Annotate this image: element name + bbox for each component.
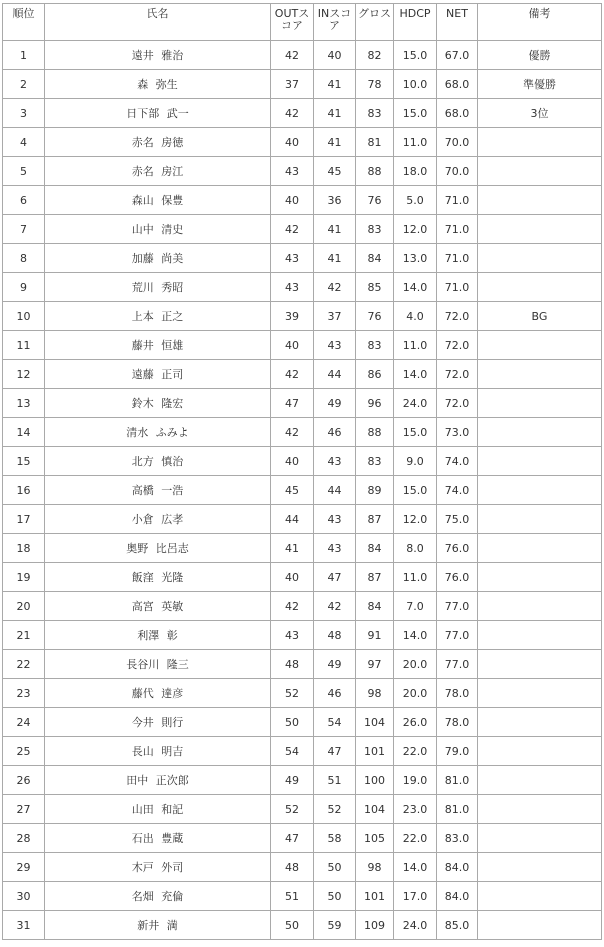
- hdcp-cell: 9.0: [394, 447, 437, 476]
- net-cell: 85.0: [437, 911, 478, 940]
- player-name-cell: 木戸 外司: [45, 853, 271, 882]
- header-out-score: OUTスコア: [271, 4, 314, 41]
- rank-cell: 28: [3, 824, 45, 853]
- header-gross: グロス: [356, 4, 394, 41]
- hdcp-cell: 24.0: [394, 389, 437, 418]
- player-name-cell: 北方 慎治: [45, 447, 271, 476]
- gross-cell: 101: [356, 882, 394, 911]
- table-row: [3, 389, 602, 418]
- in-score-cell: 37: [314, 302, 356, 331]
- note-cell: [478, 215, 602, 244]
- header-note: 備考: [478, 4, 602, 41]
- net-cell: 77.0: [437, 592, 478, 621]
- net-cell: 72.0: [437, 389, 478, 418]
- out-score-cell: 48: [271, 650, 314, 679]
- rank-cell: 18: [3, 534, 45, 563]
- hdcp-cell: 18.0: [394, 157, 437, 186]
- gross-cell: 76: [356, 186, 394, 215]
- net-cell: 76.0: [437, 534, 478, 563]
- player-name-cell: 新井 満: [45, 911, 271, 940]
- note-cell: [478, 853, 602, 882]
- gross-cell: 82: [356, 41, 394, 70]
- header-name: 氏名: [45, 4, 271, 41]
- in-score-cell: 41: [314, 70, 356, 99]
- gross-cell: 100: [356, 766, 394, 795]
- in-score-cell: 51: [314, 766, 356, 795]
- header-in-score: INスコア: [314, 4, 356, 41]
- hdcp-cell: 15.0: [394, 476, 437, 505]
- rank-cell: 23: [3, 679, 45, 708]
- player-name-cell: 森山 保豊: [45, 186, 271, 215]
- gross-cell: 84: [356, 534, 394, 563]
- note-cell: 準優勝: [478, 70, 602, 99]
- in-score-cell: 47: [314, 563, 356, 592]
- net-cell: 72.0: [437, 331, 478, 360]
- out-score-cell: 42: [271, 592, 314, 621]
- note-cell: [478, 650, 602, 679]
- table-row: [3, 418, 602, 447]
- out-score-cell: 40: [271, 447, 314, 476]
- out-score-cell: 43: [271, 273, 314, 302]
- gross-cell: 104: [356, 708, 394, 737]
- rank-cell: 30: [3, 882, 45, 911]
- player-name-cell: 清水 ふみよ: [45, 418, 271, 447]
- note-cell: [478, 563, 602, 592]
- note-cell: [478, 592, 602, 621]
- out-score-cell: 42: [271, 360, 314, 389]
- net-cell: 81.0: [437, 795, 478, 824]
- net-cell: 83.0: [437, 824, 478, 853]
- rank-cell: 26: [3, 766, 45, 795]
- hdcp-cell: 22.0: [394, 737, 437, 766]
- table-row: [3, 244, 602, 273]
- player-name-cell: 藤代 達彦: [45, 679, 271, 708]
- in-score-cell: 50: [314, 882, 356, 911]
- net-cell: 72.0: [437, 360, 478, 389]
- table-row: [3, 99, 602, 128]
- table-row: [3, 157, 602, 186]
- gross-cell: 86: [356, 360, 394, 389]
- header-rank: 順位: [3, 4, 45, 41]
- table-row: [3, 882, 602, 911]
- hdcp-cell: 23.0: [394, 795, 437, 824]
- player-name-cell: 石出 豊蔵: [45, 824, 271, 853]
- hdcp-cell: 11.0: [394, 331, 437, 360]
- table-row: [3, 534, 602, 563]
- note-cell: [478, 128, 602, 157]
- out-score-cell: 43: [271, 244, 314, 273]
- hdcp-cell: 12.0: [394, 215, 437, 244]
- table-row: [3, 360, 602, 389]
- table-row: [3, 708, 602, 737]
- rank-cell: 31: [3, 911, 45, 940]
- net-cell: 67.0: [437, 41, 478, 70]
- out-score-cell: 43: [271, 621, 314, 650]
- hdcp-cell: 26.0: [394, 708, 437, 737]
- note-cell: [478, 708, 602, 737]
- net-cell: 72.0: [437, 302, 478, 331]
- hdcp-cell: 19.0: [394, 766, 437, 795]
- header-hdcp: HDCP: [394, 4, 437, 41]
- rank-cell: 9: [3, 273, 45, 302]
- in-score-cell: 46: [314, 679, 356, 708]
- in-score-cell: 44: [314, 476, 356, 505]
- net-cell: 68.0: [437, 70, 478, 99]
- table-row: [3, 186, 602, 215]
- hdcp-cell: 13.0: [394, 244, 437, 273]
- gross-cell: 83: [356, 447, 394, 476]
- out-score-cell: 52: [271, 679, 314, 708]
- out-score-cell: 52: [271, 795, 314, 824]
- out-score-cell: 44: [271, 505, 314, 534]
- player-name-cell: 利澤 彰: [45, 621, 271, 650]
- rank-cell: 6: [3, 186, 45, 215]
- gross-cell: 105: [356, 824, 394, 853]
- in-score-cell: 42: [314, 592, 356, 621]
- gross-cell: 83: [356, 215, 394, 244]
- in-score-cell: 47: [314, 737, 356, 766]
- player-name-cell: 遠井 雅治: [45, 41, 271, 70]
- rank-cell: 29: [3, 853, 45, 882]
- out-score-cell: 42: [271, 215, 314, 244]
- gross-cell: 78: [356, 70, 394, 99]
- rank-cell: 1: [3, 41, 45, 70]
- in-score-cell: 44: [314, 360, 356, 389]
- out-score-cell: 42: [271, 99, 314, 128]
- rank-cell: 2: [3, 70, 45, 99]
- player-name-cell: 森 弥生: [45, 70, 271, 99]
- hdcp-cell: 12.0: [394, 505, 437, 534]
- in-score-cell: 41: [314, 128, 356, 157]
- net-cell: 71.0: [437, 215, 478, 244]
- out-score-cell: 48: [271, 853, 314, 882]
- in-score-cell: 41: [314, 99, 356, 128]
- note-cell: [478, 447, 602, 476]
- out-score-cell: 41: [271, 534, 314, 563]
- net-cell: 81.0: [437, 766, 478, 795]
- rank-cell: 22: [3, 650, 45, 679]
- table-row: [3, 679, 602, 708]
- hdcp-cell: 15.0: [394, 41, 437, 70]
- net-cell: 84.0: [437, 882, 478, 911]
- gross-cell: 98: [356, 853, 394, 882]
- in-score-cell: 48: [314, 621, 356, 650]
- net-cell: 71.0: [437, 244, 478, 273]
- table-row: [3, 128, 602, 157]
- in-score-cell: 54: [314, 708, 356, 737]
- table-row: [3, 273, 602, 302]
- table-row: [3, 505, 602, 534]
- gross-cell: 98: [356, 679, 394, 708]
- net-cell: 71.0: [437, 186, 478, 215]
- gross-cell: 83: [356, 331, 394, 360]
- table-row: [3, 41, 602, 70]
- table-row: [3, 476, 602, 505]
- hdcp-cell: 11.0: [394, 128, 437, 157]
- net-cell: 76.0: [437, 563, 478, 592]
- table-row: [3, 447, 602, 476]
- rank-cell: 14: [3, 418, 45, 447]
- in-score-cell: 43: [314, 331, 356, 360]
- player-name-cell: 藤井 恒雄: [45, 331, 271, 360]
- note-cell: [478, 244, 602, 273]
- table-row: [3, 592, 602, 621]
- player-name-cell: 田中 正次郎: [45, 766, 271, 795]
- in-score-cell: 50: [314, 853, 356, 882]
- player-name-cell: 飯窪 光隆: [45, 563, 271, 592]
- rank-cell: 24: [3, 708, 45, 737]
- header-net: NET: [437, 4, 478, 41]
- hdcp-cell: 4.0: [394, 302, 437, 331]
- player-name-cell: 名畑 充倫: [45, 882, 271, 911]
- player-name-cell: 日下部 武一: [45, 99, 271, 128]
- out-score-cell: 49: [271, 766, 314, 795]
- rank-cell: 13: [3, 389, 45, 418]
- out-score-cell: 47: [271, 389, 314, 418]
- table-row: [3, 563, 602, 592]
- table-row: [3, 766, 602, 795]
- net-cell: 74.0: [437, 447, 478, 476]
- table-row: [3, 824, 602, 853]
- rank-cell: 3: [3, 99, 45, 128]
- rank-cell: 7: [3, 215, 45, 244]
- gross-cell: 88: [356, 157, 394, 186]
- gross-cell: 87: [356, 563, 394, 592]
- table-row: [3, 331, 602, 360]
- rank-cell: 20: [3, 592, 45, 621]
- in-score-cell: 45: [314, 157, 356, 186]
- rank-cell: 21: [3, 621, 45, 650]
- note-cell: [478, 418, 602, 447]
- rank-cell: 15: [3, 447, 45, 476]
- gross-cell: 81: [356, 128, 394, 157]
- net-cell: 78.0: [437, 679, 478, 708]
- hdcp-cell: 11.0: [394, 563, 437, 592]
- net-cell: 78.0: [437, 708, 478, 737]
- player-name-cell: 赤名 房江: [45, 157, 271, 186]
- in-score-cell: 49: [314, 650, 356, 679]
- out-score-cell: 51: [271, 882, 314, 911]
- rank-cell: 11: [3, 331, 45, 360]
- player-name-cell: 赤名 房徳: [45, 128, 271, 157]
- out-score-cell: 40: [271, 186, 314, 215]
- player-name-cell: 加藤 尚美: [45, 244, 271, 273]
- in-score-cell: 43: [314, 534, 356, 563]
- in-score-cell: 52: [314, 795, 356, 824]
- hdcp-cell: 8.0: [394, 534, 437, 563]
- net-cell: 74.0: [437, 476, 478, 505]
- out-score-cell: 45: [271, 476, 314, 505]
- gross-cell: 97: [356, 650, 394, 679]
- out-score-cell: 40: [271, 128, 314, 157]
- out-score-cell: 40: [271, 563, 314, 592]
- hdcp-cell: 20.0: [394, 650, 437, 679]
- player-name-cell: 小倉 広孝: [45, 505, 271, 534]
- table-row: [3, 911, 602, 940]
- out-score-cell: 39: [271, 302, 314, 331]
- gross-cell: 104: [356, 795, 394, 824]
- note-cell: [478, 186, 602, 215]
- rank-cell: 16: [3, 476, 45, 505]
- player-name-cell: 荒川 秀昭: [45, 273, 271, 302]
- hdcp-cell: 15.0: [394, 99, 437, 128]
- net-cell: 77.0: [437, 621, 478, 650]
- net-cell: 70.0: [437, 157, 478, 186]
- note-cell: [478, 389, 602, 418]
- net-cell: 71.0: [437, 273, 478, 302]
- gross-cell: 85: [356, 273, 394, 302]
- hdcp-cell: 22.0: [394, 824, 437, 853]
- rank-cell: 27: [3, 795, 45, 824]
- out-score-cell: 54: [271, 737, 314, 766]
- in-score-cell: 43: [314, 505, 356, 534]
- hdcp-cell: 14.0: [394, 621, 437, 650]
- note-cell: [478, 157, 602, 186]
- net-cell: 70.0: [437, 128, 478, 157]
- hdcp-cell: 10.0: [394, 70, 437, 99]
- out-score-cell: 42: [271, 418, 314, 447]
- gross-cell: 89: [356, 476, 394, 505]
- table-row: [3, 737, 602, 766]
- hdcp-cell: 17.0: [394, 882, 437, 911]
- player-name-cell: 奥野 比呂志: [45, 534, 271, 563]
- note-cell: 3位: [478, 99, 602, 128]
- note-cell: [478, 795, 602, 824]
- player-name-cell: 高橋 一浩: [45, 476, 271, 505]
- in-score-cell: 40: [314, 41, 356, 70]
- note-cell: [478, 882, 602, 911]
- table-row: [3, 302, 602, 331]
- player-name-cell: 長山 明吉: [45, 737, 271, 766]
- note-cell: [478, 476, 602, 505]
- note-cell: [478, 679, 602, 708]
- net-cell: 79.0: [437, 737, 478, 766]
- player-name-cell: 山中 清史: [45, 215, 271, 244]
- rank-cell: 4: [3, 128, 45, 157]
- results-table: [2, 3, 602, 940]
- in-score-cell: 59: [314, 911, 356, 940]
- table-row: [3, 215, 602, 244]
- in-score-cell: 43: [314, 447, 356, 476]
- rank-cell: 25: [3, 737, 45, 766]
- note-cell: [478, 273, 602, 302]
- table-row: [3, 795, 602, 824]
- out-score-cell: 42: [271, 41, 314, 70]
- hdcp-cell: 14.0: [394, 273, 437, 302]
- hdcp-cell: 20.0: [394, 679, 437, 708]
- player-name-cell: 長谷川 隆三: [45, 650, 271, 679]
- player-name-cell: 鈴木 隆宏: [45, 389, 271, 418]
- rank-cell: 10: [3, 302, 45, 331]
- note-cell: [478, 331, 602, 360]
- note-cell: [478, 534, 602, 563]
- net-cell: 75.0: [437, 505, 478, 534]
- net-cell: 73.0: [437, 418, 478, 447]
- table-row: [3, 621, 602, 650]
- hdcp-cell: 5.0: [394, 186, 437, 215]
- out-score-cell: 47: [271, 824, 314, 853]
- net-cell: 77.0: [437, 650, 478, 679]
- gross-cell: 84: [356, 592, 394, 621]
- gross-cell: 83: [356, 99, 394, 128]
- hdcp-cell: 15.0: [394, 418, 437, 447]
- player-name-cell: 上本 正之: [45, 302, 271, 331]
- gross-cell: 101: [356, 737, 394, 766]
- player-name-cell: 高宮 英敏: [45, 592, 271, 621]
- player-name-cell: 今井 則行: [45, 708, 271, 737]
- note-cell: [478, 766, 602, 795]
- rank-cell: 17: [3, 505, 45, 534]
- out-score-cell: 50: [271, 708, 314, 737]
- note-cell: [478, 505, 602, 534]
- rank-cell: 5: [3, 157, 45, 186]
- out-score-cell: 50: [271, 911, 314, 940]
- rank-cell: 19: [3, 563, 45, 592]
- hdcp-cell: 14.0: [394, 853, 437, 882]
- in-score-cell: 36: [314, 186, 356, 215]
- note-cell: BG: [478, 302, 602, 331]
- out-score-cell: 37: [271, 70, 314, 99]
- gross-cell: 109: [356, 911, 394, 940]
- in-score-cell: 58: [314, 824, 356, 853]
- rank-cell: 8: [3, 244, 45, 273]
- note-cell: [478, 911, 602, 940]
- gross-cell: 96: [356, 389, 394, 418]
- header-row: [3, 4, 602, 41]
- note-cell: [478, 621, 602, 650]
- gross-cell: 91: [356, 621, 394, 650]
- in-score-cell: 41: [314, 215, 356, 244]
- out-score-cell: 40: [271, 331, 314, 360]
- net-cell: 68.0: [437, 99, 478, 128]
- table-row: [3, 650, 602, 679]
- table-row: [3, 70, 602, 99]
- gross-cell: 76: [356, 302, 394, 331]
- in-score-cell: 41: [314, 244, 356, 273]
- note-cell: [478, 824, 602, 853]
- in-score-cell: 42: [314, 273, 356, 302]
- in-score-cell: 46: [314, 418, 356, 447]
- hdcp-cell: 24.0: [394, 911, 437, 940]
- rank-cell: 12: [3, 360, 45, 389]
- gross-cell: 88: [356, 418, 394, 447]
- out-score-cell: 43: [271, 157, 314, 186]
- hdcp-cell: 14.0: [394, 360, 437, 389]
- note-cell: [478, 360, 602, 389]
- note-cell: 優勝: [478, 41, 602, 70]
- net-cell: 84.0: [437, 853, 478, 882]
- gross-cell: 84: [356, 244, 394, 273]
- player-name-cell: 山田 和記: [45, 795, 271, 824]
- hdcp-cell: 7.0: [394, 592, 437, 621]
- in-score-cell: 49: [314, 389, 356, 418]
- note-cell: [478, 737, 602, 766]
- table-row: [3, 853, 602, 882]
- player-name-cell: 遠藤 正司: [45, 360, 271, 389]
- gross-cell: 87: [356, 505, 394, 534]
